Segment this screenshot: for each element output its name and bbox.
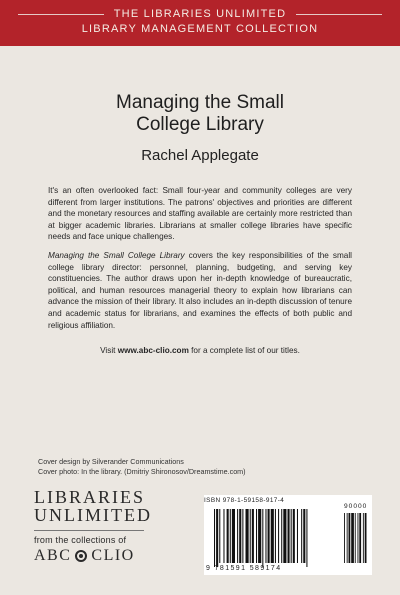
visit-suffix: for a complete list of our titles. — [188, 346, 300, 355]
publisher-name-line-1: LIBRARIES — [34, 487, 146, 507]
barcode-bar — [297, 509, 298, 563]
barcode-bar — [223, 509, 224, 563]
barcode-bar — [219, 509, 220, 563]
publisher-logo — [34, 487, 152, 565]
barcode-bar — [301, 509, 302, 563]
barcode-bar — [242, 509, 243, 563]
barcode-bar — [216, 509, 218, 567]
barcode-bar — [293, 509, 295, 563]
cover-credits — [38, 457, 246, 476]
banner-line-1: THE LIBRARIES UNLIMITED — [113, 8, 287, 20]
barcode-bar — [291, 509, 292, 563]
barcode-bar — [265, 509, 266, 563]
barcode-addon-bar — [349, 513, 351, 563]
barcode-addon-bar — [365, 513, 367, 563]
isbn-number: ISBN 978-1-59158-917-4 — [204, 497, 285, 504]
barcode-bar — [246, 509, 249, 563]
barcode-addon-bar — [363, 513, 364, 563]
book-title-line-2: College Library — [136, 114, 264, 135]
barcode-bar — [250, 509, 251, 563]
description-paragraph-2-text: covers the key responsibilities of the small college library director: personnel, planning, budgeting, and serving key constituencies. The author draws upon her in-depth knowledge of bureaucratic, political, and human resources managerial theory to explain how librarians can advance the mission of their library. It also includes an in-depth discussion of tenure and academic status for librarians, and examines the effects of both public and religious affiliation. — [48, 250, 352, 330]
barcode-addon: 90000 — [344, 503, 368, 510]
description-paragraph-1: It's an often overlooked fact: Small four-year and community colleges are very different from larger institutions. The patrons' objectives and priorities are different and the monetary resources and staffing available are certainly more restricted than at bigger academic libraries. Librarians at smaller college libraries have specific needs and face unique challenges. — [48, 186, 352, 242]
logo-divider — [34, 530, 144, 531]
clio-text: CLIO — [91, 547, 135, 564]
barcode-bar — [230, 509, 231, 563]
book-author: Rachel Applegate — [141, 147, 259, 164]
visit-line — [0, 346, 400, 355]
barcode-bar — [262, 509, 263, 567]
barcode-bar — [278, 509, 279, 563]
barcode-bar — [303, 509, 305, 563]
barcode-bar — [275, 509, 276, 563]
barcode-bar — [252, 509, 254, 563]
barcode-bar — [288, 509, 290, 563]
barcode-bar — [256, 509, 257, 563]
banner-line-2: LIBRARY MANAGEMENT COLLECTION — [81, 23, 319, 35]
barcode-addon-bar — [359, 513, 361, 563]
abc-clio-logo — [34, 547, 144, 565]
barcode-bar — [283, 509, 286, 563]
barcode-bar — [281, 509, 282, 563]
barcode-addon-bar — [344, 513, 345, 563]
barcode-bar — [214, 509, 215, 567]
barcode-addon-bar — [355, 513, 356, 563]
abc-clio-circle-icon — [75, 550, 87, 562]
barcode-addon-bar — [358, 513, 359, 563]
barcode-bar — [271, 509, 274, 563]
barcode-bar — [306, 509, 307, 567]
book-title — [0, 92, 400, 136]
barcode-bar — [237, 509, 238, 563]
publisher-name-line-2: UNLIMITED — [34, 505, 152, 525]
cover-photo-credit: Cover photo: In the library. (Dmitriy Shironosov/Dreamstime.com) — [38, 466, 246, 476]
book-title-line-1: Managing the Small — [116, 92, 284, 113]
barcode-bar — [227, 509, 229, 563]
barcode-bar — [239, 509, 241, 563]
visit-url: www.abc-clio.com — [117, 346, 189, 355]
description-title-italic: Managing the Small College Library — [48, 250, 185, 260]
barcode-digits: 9 781591 589174 — [206, 565, 282, 572]
barcode-addon-bar — [347, 513, 348, 563]
visit-prefix: Visit — [100, 346, 118, 355]
cover-design-credit: Cover design by Silverander Communications — [38, 457, 184, 466]
collection-banner — [0, 0, 400, 46]
barcode-bar — [258, 509, 261, 563]
barcode-bar — [232, 509, 235, 563]
barcode-addon-bar — [351, 513, 354, 563]
abc-text: ABC — [34, 547, 72, 564]
description — [48, 185, 352, 338]
publisher-from: from the collections of — [34, 535, 127, 545]
barcode-bar — [268, 509, 270, 563]
description-paragraph-2 — [48, 250, 352, 331]
